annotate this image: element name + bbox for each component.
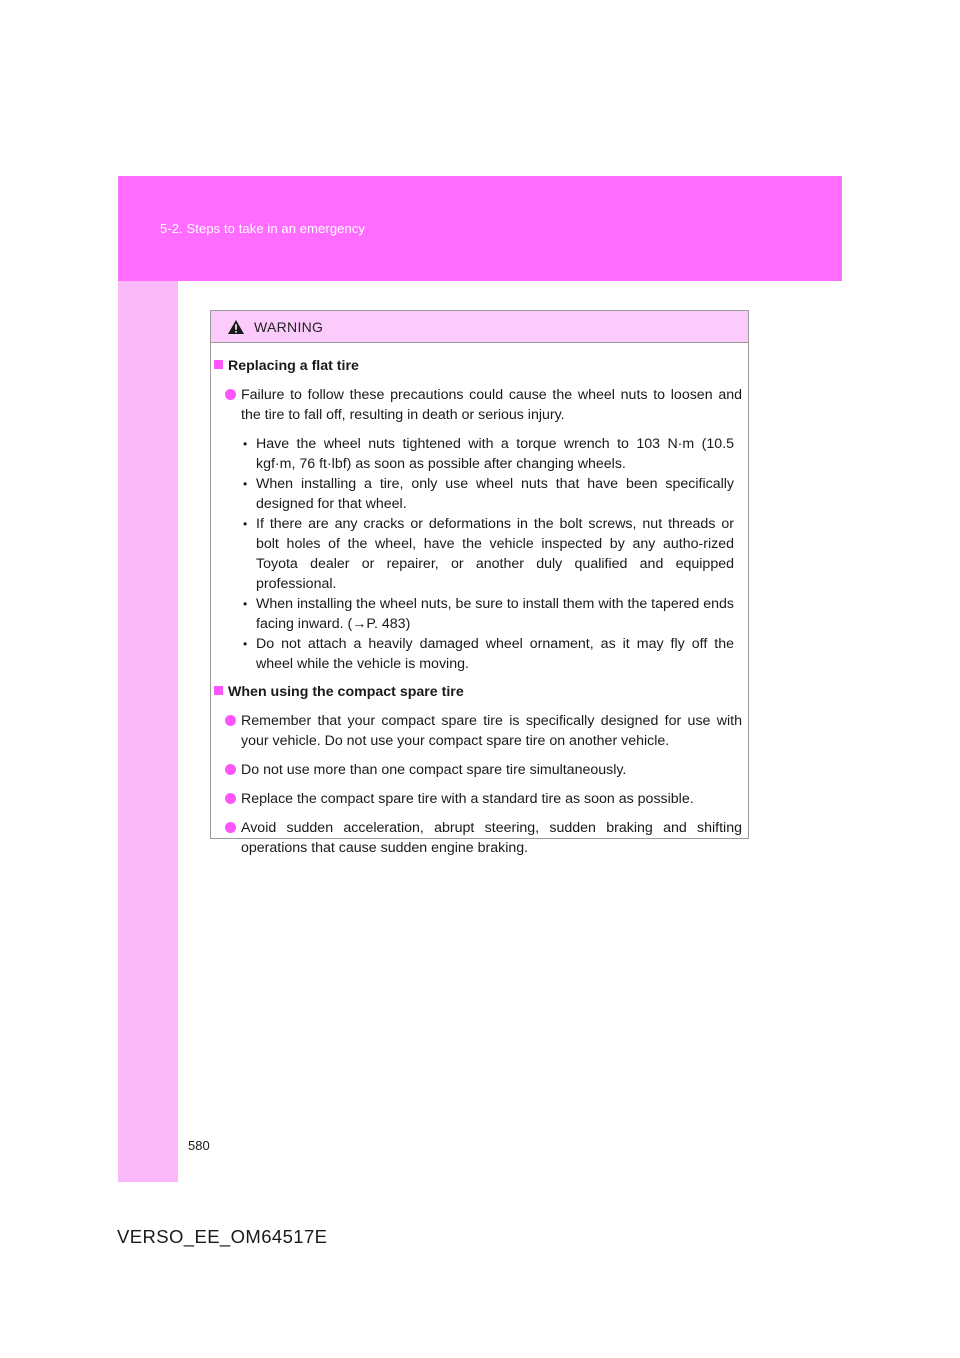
warning-box <box>210 310 749 856</box>
side-margin-band <box>118 176 178 1182</box>
section-title-compact-spare-tire: When using the compact spare tire <box>211 682 742 702</box>
section-title-replacing-flat-tire: Replacing a flat tire <box>211 356 742 376</box>
warning-title: WARNING <box>254 318 324 335</box>
sub-item: • Have the wheel nuts tightened with a torque wrench to 103 N·m (10.5 kgf·m, 76 ft·lbf) as soon as possible after changing wheels. <box>211 434 742 474</box>
bullet-item: Do not use more than one compact spare tire simultaneously. <box>211 760 742 780</box>
circle-bullet-icon <box>225 822 236 833</box>
bullet-item: Remember that your compact spare tire is specifically designed for use with your vehicle. Do not use your compact spare tire on another vehicle. <box>211 711 742 751</box>
bullet-item: Avoid sudden acceleration, abrupt steering, sudden braking and shifting operations that cause sudden engine braking. <box>211 818 742 858</box>
sub-item: • Do not attach a heavily damaged wheel ornament, as it may fly off the wheel while the vehicle is moving. <box>211 634 742 674</box>
precaution-sublist <box>211 434 742 674</box>
circle-bullet-icon <box>225 793 236 804</box>
warning-header <box>211 311 748 343</box>
circle-bullet-icon <box>225 764 236 775</box>
square-bullet-icon <box>214 360 223 369</box>
section-breadcrumb: 5-2. Steps to take in an emergency <box>160 221 366 236</box>
bullet-item: Replace the compact spare tire with a standard tire as soon as possible. <box>211 789 742 809</box>
page-number: 580 <box>188 1138 210 1153</box>
warning-triangle-icon <box>227 319 245 335</box>
sub-item: • If there are any cracks or deformations in the bolt screws, nut threads or bolt holes of the wheel, have the vehicle inspected by any autho-rized Toyota dealer or repairer, or another duly qualified and equipped professional. <box>211 514 742 594</box>
circle-bullet-icon <box>225 715 236 726</box>
sub-item: • When installing the wheel nuts, be sure to install them with the tapered ends facing inward. (→P. 483) <box>211 594 742 634</box>
document-code: VERSO_EE_OM64517E <box>117 1226 328 1247</box>
sub-item: • When installing a tire, only use wheel nuts that have been specifically designed for that wheel. <box>211 474 742 514</box>
circle-bullet-icon <box>225 389 236 400</box>
square-bullet-icon <box>214 686 223 695</box>
bullet-item: Failure to follow these precautions could cause the wheel nuts to loosen and the tire to fall off, resulting in death or serious injury. <box>211 385 742 425</box>
warning-body <box>211 343 748 858</box>
